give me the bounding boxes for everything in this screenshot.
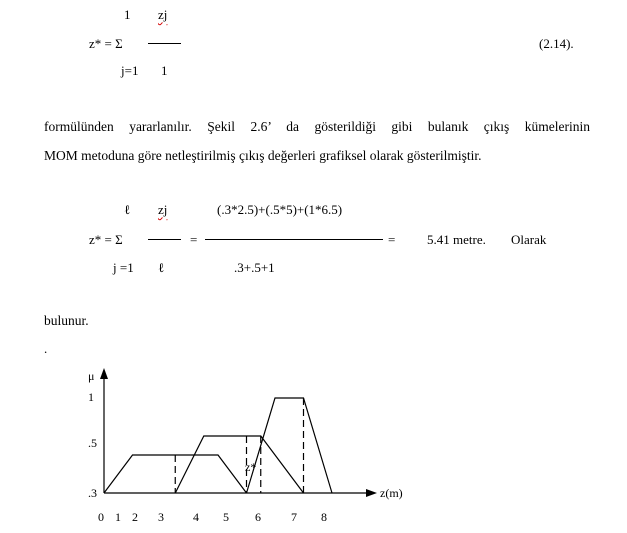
y-tick-label-3: 1 (88, 390, 94, 404)
x-tick-label-1: 0 (98, 510, 104, 524)
x-tick-label-3: 2 (132, 510, 138, 524)
stray-dot: . (44, 341, 48, 356)
paragraph-line-2: MOM metoduna göre netleştirilmiş çıkış değerleri grafiksel olarak gösterilmiştir. (44, 148, 482, 163)
eq1-lhs: z* = Σ (89, 36, 123, 51)
eq2-result: 5.41 metre. (427, 232, 486, 247)
x-tick-label-8: 7 (291, 510, 297, 524)
eq2-equals-sign-2: = (388, 232, 396, 247)
y-axis-label: μ (88, 369, 95, 383)
x-tick-label-7: 6 (255, 510, 261, 524)
eq1-bottom-number: 1 (161, 63, 168, 78)
annotation-z-star: z* (245, 460, 257, 474)
bulunur-text: bulunur. (44, 313, 89, 328)
chart-dashed-lines (175, 398, 303, 493)
y-tick-label-1: .3 (88, 486, 97, 500)
eq2-top-variable: zj (158, 202, 168, 217)
eq2-numerator: (.3*2.5)+(.5*5)+(1*6.5) (217, 202, 343, 217)
eq1-top-variable: zj (158, 7, 168, 22)
y-axis-arrow (100, 368, 108, 379)
x-tick-label-2: 1 (115, 510, 121, 524)
chart-series (104, 398, 332, 493)
eq2-lhs: z* = Σ (89, 232, 123, 247)
eq2-top-symbol: ℓ (124, 202, 131, 217)
chart-axes (100, 368, 377, 497)
series-line-3 (247, 398, 333, 493)
eq2-bottom-symbol: ℓ (158, 260, 165, 275)
eq2-tail-word: Olarak (511, 232, 547, 247)
eq2-bottom-index: j =1 (113, 260, 134, 275)
paragraph-line-1: formülünden yararlanılır. Şekil 2.6’ da gösterildiği gibi bulanık çıkış kümelerinin (44, 119, 590, 134)
x-tick-label-4: 3 (158, 510, 164, 524)
y-tick-label-2: .5 (88, 436, 97, 450)
eq2-denominator: .3+.5+1 (234, 260, 275, 275)
x-axis-label: z(m) (380, 486, 403, 500)
eq1-equation-number: (2.14). (539, 36, 574, 51)
eq2-equals-sign: = (190, 232, 198, 247)
x-tick-label-5: 4 (193, 510, 199, 524)
chart-labels (88, 369, 403, 524)
x-axis-arrow (366, 489, 377, 497)
eq1-top-number: 1 (124, 7, 131, 22)
x-tick-label-9: 8 (321, 510, 327, 524)
x-tick-label-6: 5 (223, 510, 229, 524)
eq1-bottom-index: j=1 (121, 63, 139, 78)
